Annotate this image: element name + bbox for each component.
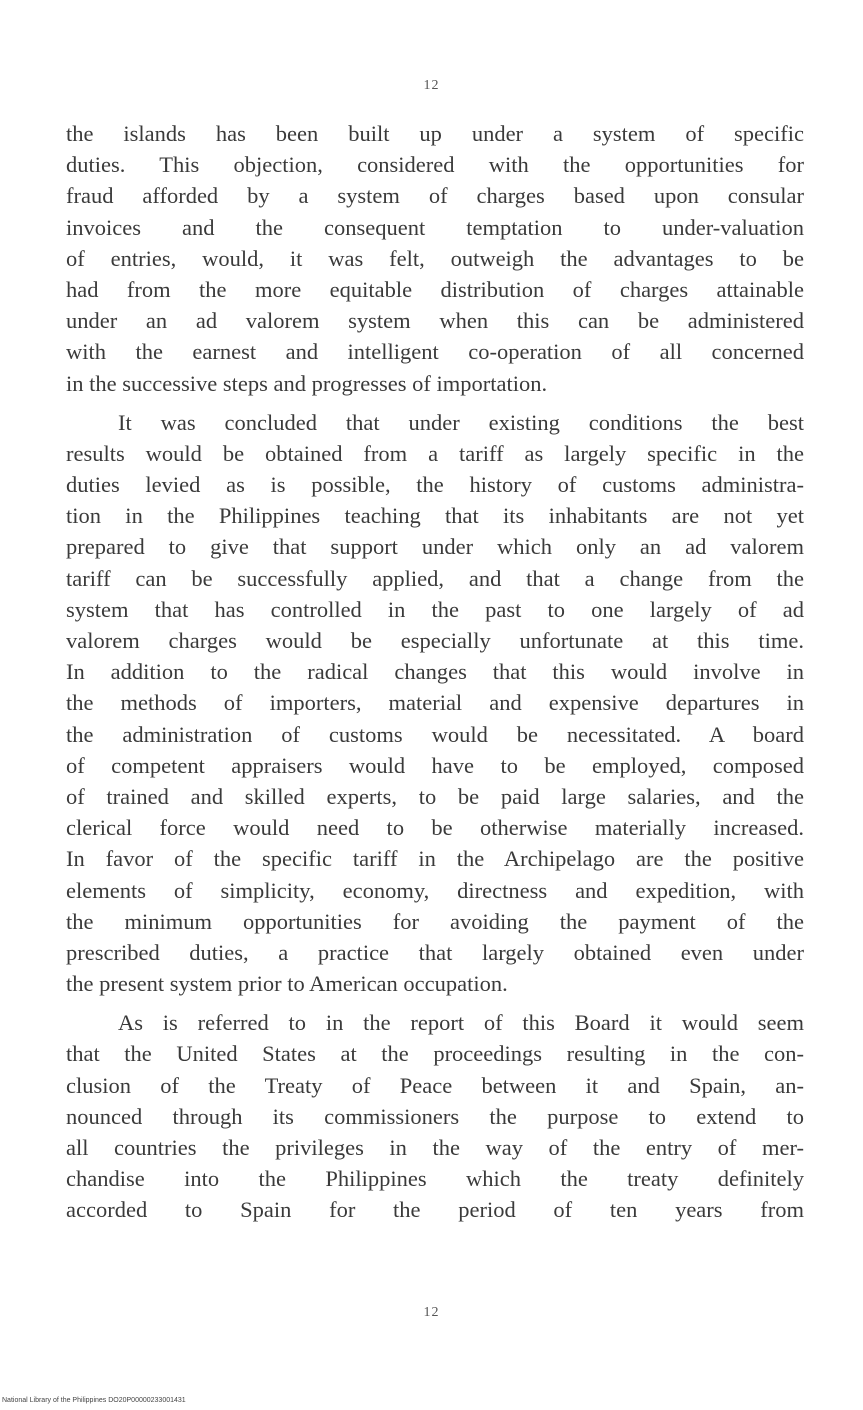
paragraph-1 [66, 118, 804, 399]
text-line: duties. This objection, considered with the opportunities for [66, 152, 804, 178]
text-line: with the earnest and intelligent co-operation of all concerned [66, 339, 804, 365]
text-line: the administration of customs would be necessitated. A board [66, 721, 804, 747]
page-number-bottom: 12 [423, 1305, 440, 1320]
text-line: prescribed duties, a practice that largely obtained even under [66, 939, 804, 965]
text-line: accorded to Spain for the period of ten years from [66, 1197, 804, 1223]
text-line: system that has controlled in the past to one largely of ad [66, 596, 804, 622]
text-line: In favor of the specific tariff in the Archipelago are the positive [66, 846, 804, 872]
text-line: the islands has been built up under a system of specific [66, 121, 804, 146]
text-line: results would be obtained from a tariff as largely specific in the [66, 440, 804, 466]
text-line: prepared to give that support under which only an ad valorem [66, 534, 804, 560]
text-line: chandise into the Philippines which the treaty definitely [66, 1166, 804, 1192]
text-line: in the successive steps and progresses of importation. [66, 370, 548, 396]
text-line: fraud afforded by a system of charges based upon consular [66, 183, 804, 209]
text-line: duties levied as is possible, the history of customs administra- [66, 472, 804, 498]
text-line: nounced through its commissioners the purpose to extend to [66, 1103, 804, 1129]
text-line: valorem charges would be especially unfortunate at this time. [66, 628, 804, 653]
text-line: all countries the privileges in the way of the entry of mer- [66, 1135, 804, 1160]
text-line: the present system prior to American occupation. [66, 971, 508, 997]
text-line: had from the more equitable distribution of charges attainable [66, 276, 804, 302]
text-line: of competent appraisers would have to be employed, composed [66, 752, 804, 778]
text-line: of entries, would, it was felt, outweigh the advantages to be [66, 245, 804, 271]
text-line: As is referred to in the report of this Board it would seem [118, 1010, 804, 1036]
paragraph-3 [66, 1007, 804, 1225]
text-line: that the United States at the proceedings resulting in the con- [66, 1041, 804, 1067]
text-line: tariff can be successfully applied, and that a change from the [66, 565, 804, 591]
page-number-top: 12 [423, 78, 440, 93]
body-text [66, 118, 804, 1226]
footer-credit: National Library of the Philippines DO20P00000233001431 [2, 1397, 186, 1404]
text-line: the minimum opportunities for avoiding the payment of the [66, 908, 804, 934]
text-line: under an ad valorem system when this can be administered [66, 308, 804, 334]
text-line: invoices and the consequent temptation to under-valuation [66, 214, 804, 240]
text-line: It was concluded that under existing conditions the best [118, 409, 804, 435]
text-line: In addition to the radical changes that this would involve in [66, 659, 804, 685]
paragraph-2 [66, 407, 804, 1000]
text-line: tion in the Philippines teaching that its inhabitants are not yet [66, 503, 804, 529]
text-line: clusion of the Treaty of Peace between it and Spain, an- [66, 1072, 804, 1098]
text-line: elements of simplicity, economy, directness and expedition, with [66, 877, 804, 903]
text-line: clerical force would need to be otherwise materially increased. [66, 815, 804, 841]
text-line: of trained and skilled experts, to be paid large salaries, and the [66, 783, 804, 809]
text-line: the methods of importers, material and expensive departures in [66, 690, 804, 716]
